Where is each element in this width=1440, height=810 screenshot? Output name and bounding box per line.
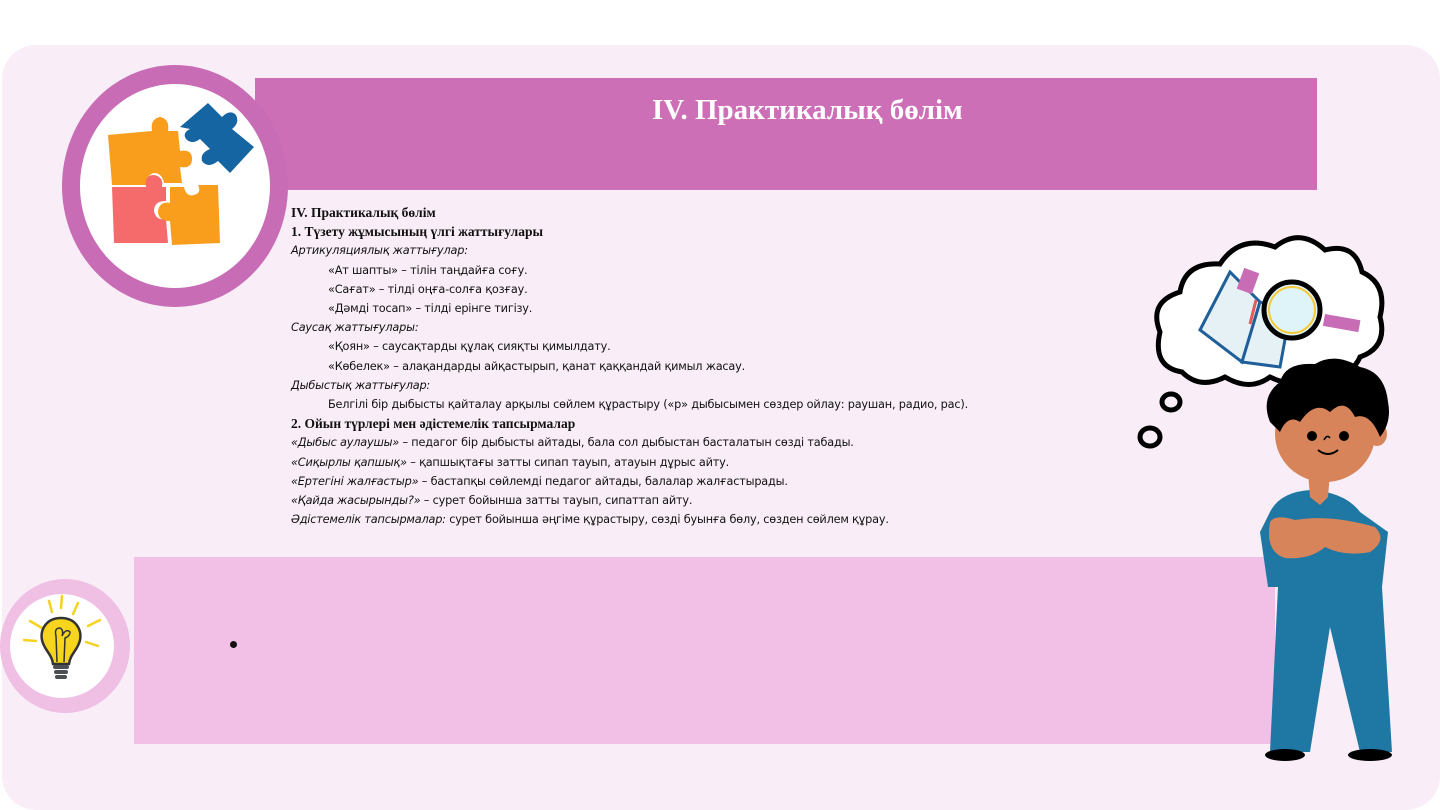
thinking-boy-illustration [1130,222,1400,767]
articulation-item: «Ат шапты» – тілін таңдайға соғу. [328,263,528,277]
puzzle-pieces-icon [100,95,260,255]
game-desc: – бастапқы сөйлемді педагог айтады, балалар жалғастырады. [418,474,788,488]
methodical-desc: сурет бойынша әңгіме құрастыру, сөзді буынға бөлу, сөзден сөйлем құрау. [445,513,889,527]
game-item [291,491,1191,510]
game-name: «Қайда жасырынды?» [291,494,421,508]
game-name: «Дыбыс аулаушы» [291,436,400,450]
sound-item: Белгілі бір дыбысты қайталау арқылы сөйлем құрастыру («р» дыбысымен сөздер ойлау: раушан, радио, рас). [328,398,968,412]
game-item [291,453,1191,472]
methodical-label: Әдістемелік тапсырмалар: [291,513,446,527]
game-desc: – сурет бойынша затты тауып, сипаттап айту. [420,494,693,508]
game-desc: – қапшықтағы затты сипап тауып, атауын дұрыс айту. [406,455,730,469]
finger-label: Саусақ жаттығулары: [291,321,419,335]
methodical-tasks [291,510,1191,529]
game-desc: – педагог бір дыбысты айтады, бала сол дыбыстан басталатын сөзді табады. [399,436,854,450]
subsection-2-title: 2. Ойын түрлері мен әдістемелік тапсырмалар [291,416,576,432]
content-text [291,203,1191,529]
sound-label: Дыбыстық жаттығулар: [291,378,431,392]
bottom-panel [134,557,1275,744]
articulation-item: «Дәмді тосап» – тілді ерінге тигізу. [328,302,533,316]
finger-item: «Қоян» – саусақтарды құлақ сияқты қимылдату. [328,340,611,354]
lightbulb-icon [18,590,108,690]
articulation-item: «Сағат» – тілді оңға-солға қозғау. [328,282,528,296]
game-item [291,472,1191,491]
articulation-label: Артикуляциялық жаттығулар: [291,244,468,258]
finger-item: «Көбелек» – алақандарды айқастырып, қанат қаққандай қимыл жасау. [328,359,746,373]
subsection-1-title: 1. Түзету жұмысының үлгі жаттығулары [291,224,544,240]
slide-title: IV. Практикалық бөлім [652,94,963,126]
game-name: «Сиқырлы қапшық» [291,455,407,469]
game-item [291,433,1191,452]
bullet-point [230,641,237,648]
section-title: IV. Практикалық бөлім [291,205,436,220]
game-name: «Ертегіні жалғастыр» [291,474,419,488]
